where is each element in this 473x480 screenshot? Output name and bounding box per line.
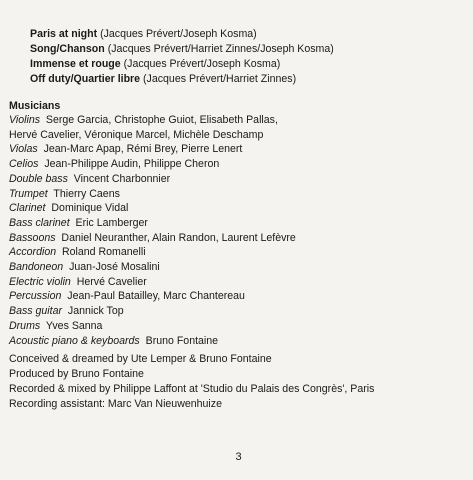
musician-line — [9, 319, 296, 334]
track-title: Off duty/Quartier libre — [30, 73, 141, 85]
track-line — [30, 42, 334, 57]
instrument-label: Violins — [9, 114, 41, 126]
musician-line — [9, 187, 296, 202]
track-line — [30, 57, 334, 72]
musician-names: Thierry Caens — [53, 187, 120, 200]
musician-line — [9, 304, 296, 319]
musician-names: Bruno Fontaine — [145, 334, 219, 347]
credit-line: Produced by Bruno Fontaine — [9, 368, 144, 380]
musician-names: Daniel Neuranther, Alain Randon, Laurent Lefèvre — [61, 231, 296, 244]
musician-line — [9, 260, 296, 275]
musician-names: Yves Sanna — [45, 319, 103, 332]
musician-names: Hervé Cavelier, Véronique Marcel, Michèle Deschamp — [9, 128, 264, 141]
instrument-label: Accordion — [9, 246, 57, 259]
instrument-label: Clarinet — [9, 202, 46, 215]
musician-line — [9, 113, 296, 128]
instrument-label: Acoustic piano & keyboards — [9, 334, 140, 347]
track-title: Paris at night — [30, 28, 98, 40]
instrument-label: Bandoneon — [9, 261, 64, 274]
musician-line — [9, 245, 296, 260]
musician-names: Juan-José Mosalini — [69, 261, 160, 274]
musician-line — [9, 289, 296, 304]
musician-names: Eric Lamberger — [75, 216, 148, 229]
track-line — [30, 27, 334, 42]
instrument-label: Bass clarinet — [9, 216, 70, 229]
instrument-label: Bassoons — [9, 231, 56, 244]
track-line — [30, 72, 334, 87]
musician-line — [9, 216, 296, 231]
credit-line: Recording assistant: Marc Van Nieuwenhuize — [9, 398, 222, 410]
musician-names: Jean-Philippe Audin, Philippe Cheron — [44, 158, 220, 171]
musician-names: Serge Garcia, Christophe Guiot, Elisabeth Pallas, — [45, 114, 278, 126]
credit-line: Conceived & dreamed by Ute Lemper & Bruno Fontaine — [9, 353, 272, 365]
musician-line — [9, 275, 296, 290]
page-number: 3 — [235, 451, 242, 463]
instrument-label: Celios — [9, 158, 39, 171]
musicians-list — [9, 113, 296, 348]
track-credits: (Jacques Prévert/Joseph Kosma) — [100, 28, 257, 40]
musician-line — [9, 201, 296, 216]
instrument-label: Electric violin — [9, 275, 71, 288]
musician-names: Jean-Marc Apap, Rémi Brey, Pierre Lenert — [43, 143, 243, 156]
musician-names: Dominique Vidal — [51, 202, 129, 215]
track-title: Song/Chanson — [30, 43, 105, 55]
musician-line — [9, 128, 296, 143]
track-list — [30, 27, 334, 87]
track-credits: (Jacques Prévert/Harriet Zinnes) — [143, 73, 297, 85]
track-credits: (Jacques Prévert/Harriet Zinnes/Joseph Kosma) — [107, 43, 334, 55]
musician-line — [9, 142, 296, 157]
track-title: Immense et rouge — [30, 58, 121, 70]
musician-line — [9, 334, 296, 349]
musician-names: Vincent Charbonnier — [73, 172, 171, 185]
musician-line — [9, 172, 296, 187]
instrument-label: Violas — [9, 143, 38, 156]
musician-names: Hervé Cavelier — [76, 275, 147, 288]
instrument-label: Trumpet — [9, 187, 48, 200]
instrument-label: Percussion — [9, 290, 62, 303]
instrument-label: Bass guitar — [9, 305, 62, 318]
track-credits: (Jacques Prévert/Joseph Kosma) — [123, 58, 281, 70]
musicians-heading: Musicians — [9, 100, 61, 112]
musician-names: Jean-Paul Batailley, Marc Chantereau — [67, 290, 245, 303]
production-credits — [9, 352, 374, 412]
instrument-label: Drums — [9, 319, 41, 332]
musician-names: Jannick Top — [67, 305, 124, 318]
musician-line — [9, 231, 296, 246]
musician-line — [9, 157, 296, 172]
instrument-label: Double bass — [9, 172, 68, 185]
credit-line: Recorded & mixed by Philippe Laffont at 'Studio du Palais des Congrès', Paris — [9, 383, 375, 395]
musician-names: Roland Romanelli — [62, 246, 146, 259]
